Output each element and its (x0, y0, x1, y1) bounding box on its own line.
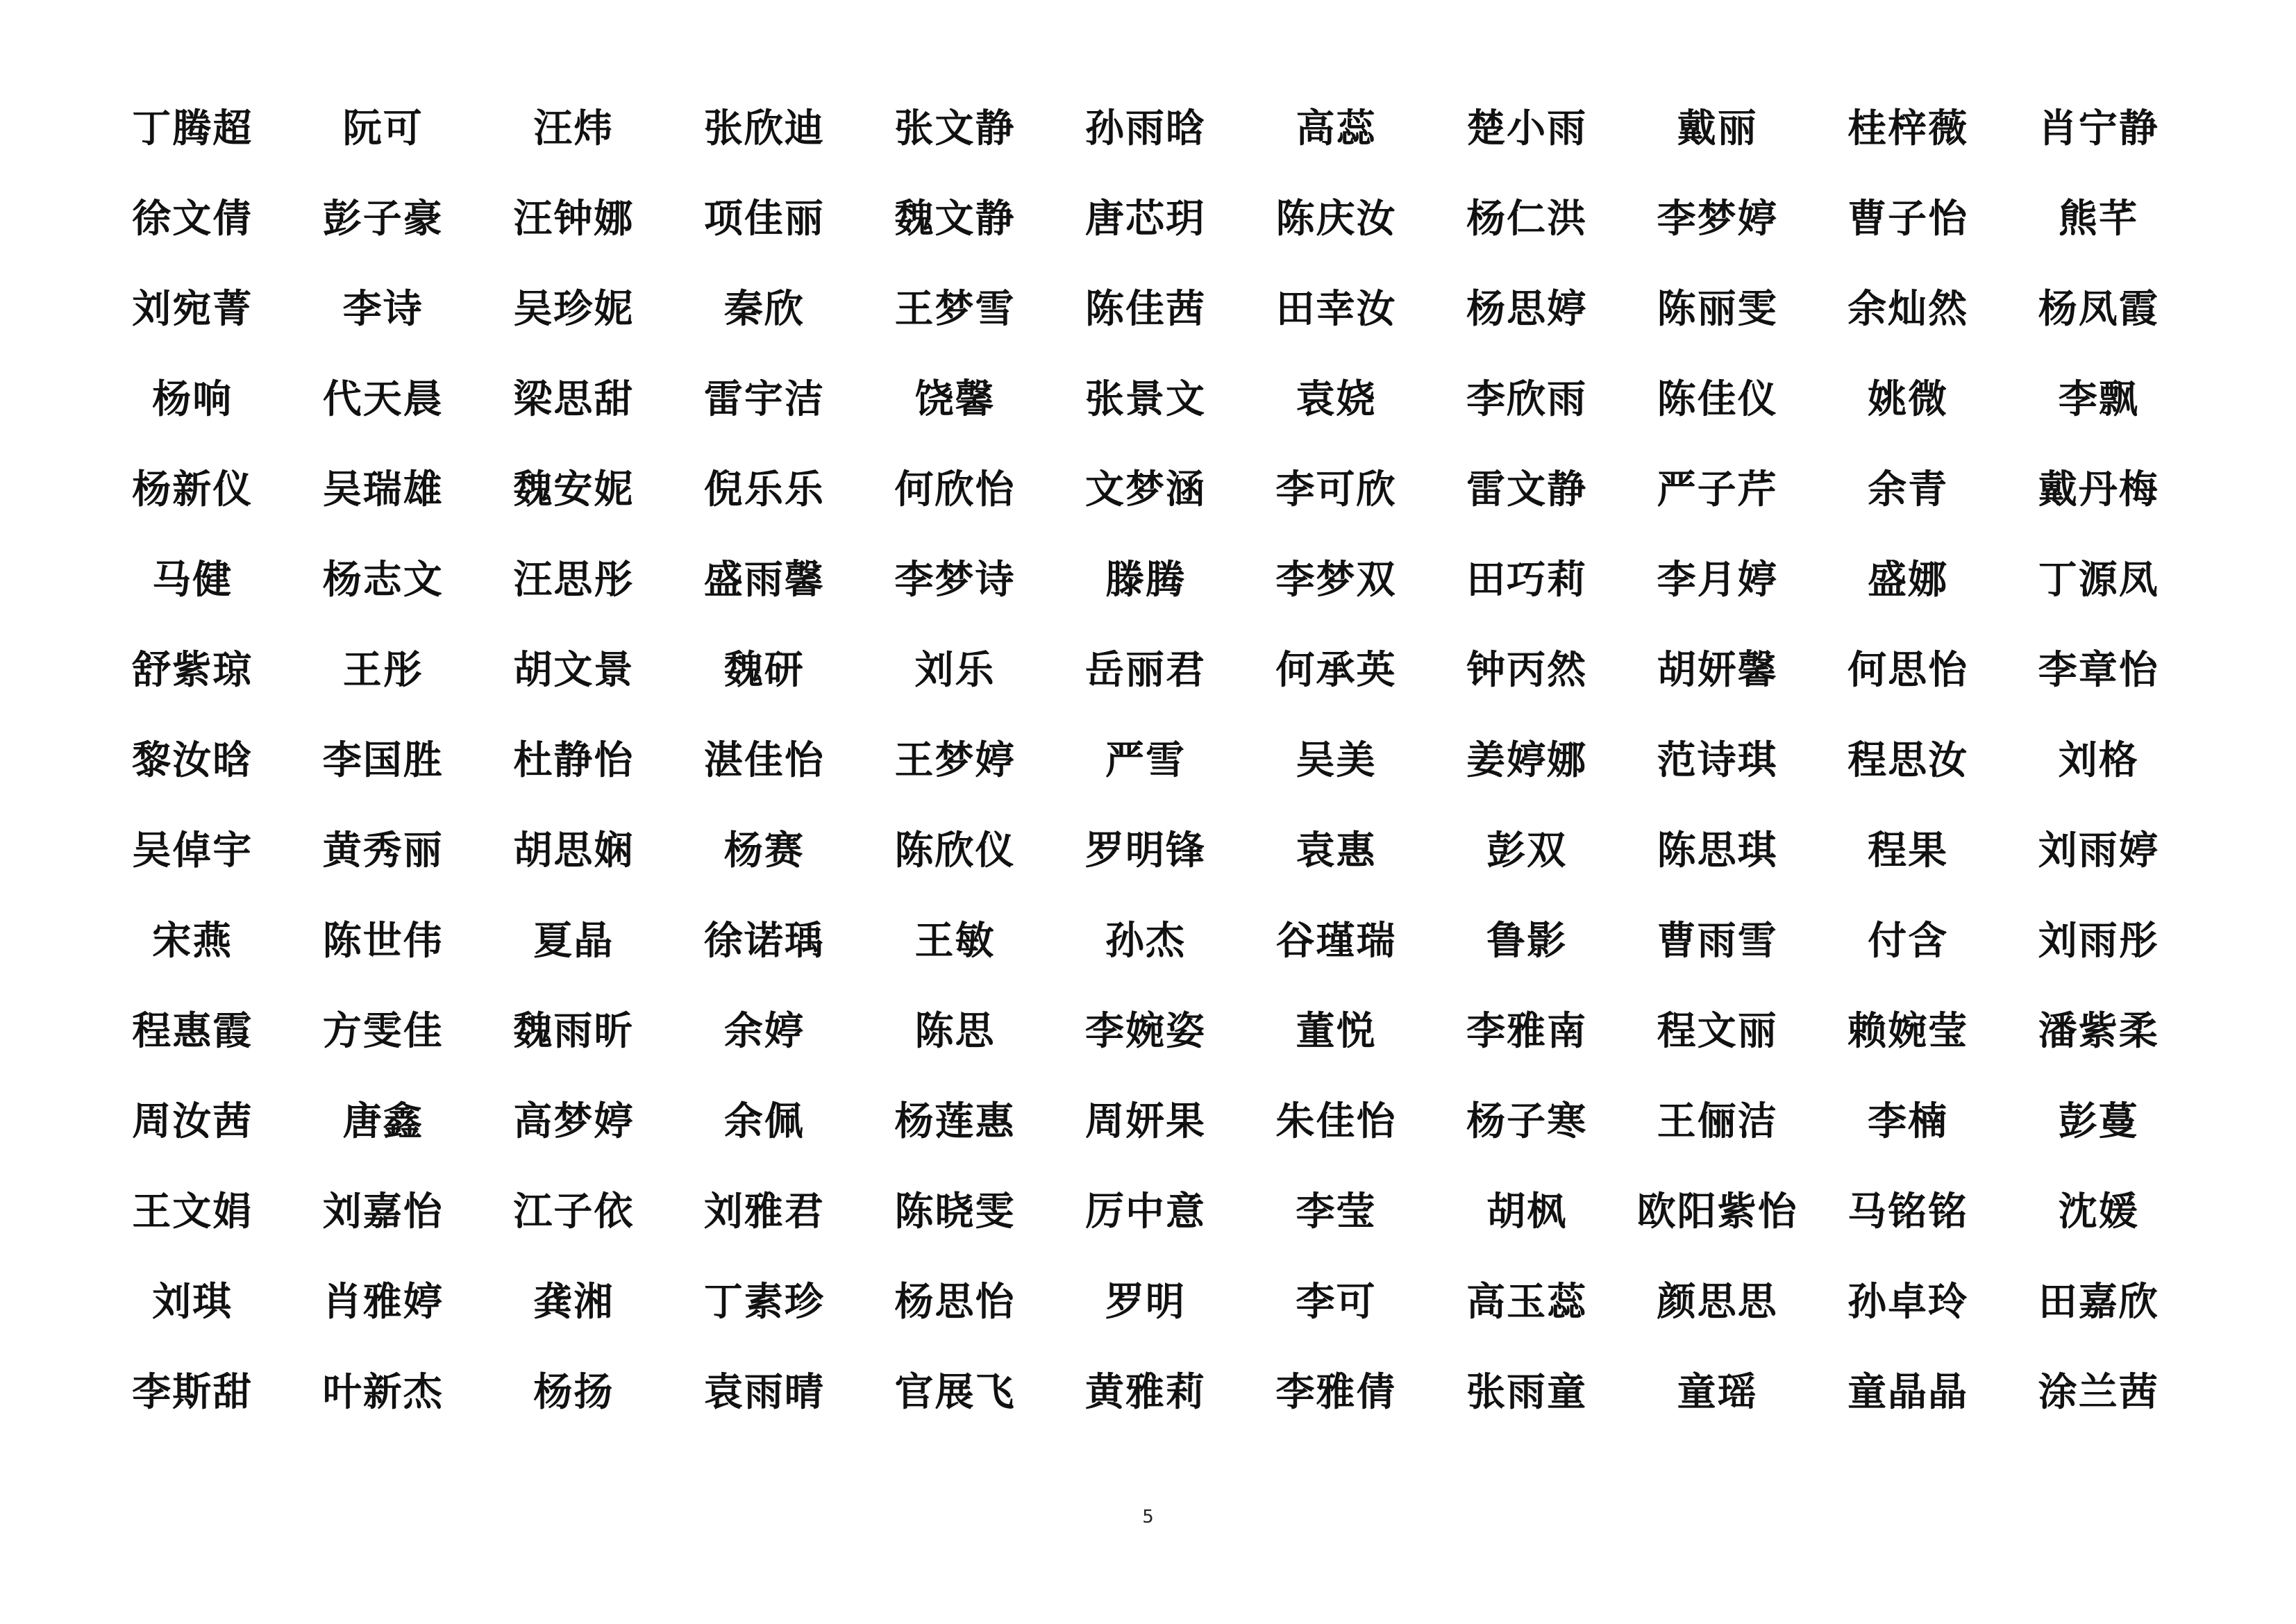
name-cell: 高梦婷 (513, 1098, 635, 1144)
name-cell: 文梦涵 (1084, 467, 1206, 512)
name-cell: 余青 (1868, 467, 1949, 512)
name-cell: 雷文静 (1466, 467, 1588, 512)
name-cell: 刘雨彤 (2038, 918, 2159, 964)
name-cell: 张文静 (894, 106, 1016, 151)
name-cell: 李楠 (1868, 1098, 1949, 1144)
name-cell: 李可 (1296, 1279, 1377, 1325)
name-cell: 赖婉莹 (1847, 1008, 1969, 1054)
name-cell: 杜静怡 (513, 737, 635, 783)
name-cell: 姜婷娜 (1466, 737, 1588, 783)
name-cell: 杨凤霞 (2038, 286, 2159, 332)
name-cell: 戴丽 (1677, 106, 1758, 151)
name-cell: 丁源凤 (2038, 557, 2159, 603)
name-cell: 盛娜 (1868, 557, 1949, 603)
name-cell: 程思汝 (1847, 737, 1969, 783)
name-cell: 李国胜 (322, 737, 444, 783)
name-cell: 陈世伟 (322, 918, 444, 964)
name-cell: 刘宛菁 (132, 286, 253, 332)
name-cell: 代天晨 (322, 376, 444, 422)
name-cell: 胡思娴 (513, 828, 635, 873)
name-cell: 王文娟 (132, 1189, 253, 1234)
name-cell: 吴美 (1296, 737, 1377, 783)
name-cell: 李章怡 (2038, 647, 2159, 693)
name-cell: 孙杰 (1105, 918, 1186, 964)
name-cell: 彭蔓 (2058, 1098, 2139, 1144)
name-cell: 江子依 (513, 1189, 635, 1234)
name-cell: 鲁影 (1486, 918, 1568, 964)
name-cell: 熊芊 (2058, 196, 2139, 242)
name-cell: 董悦 (1296, 1008, 1377, 1054)
name-cell: 汪思彤 (513, 557, 635, 603)
name-cell: 王梦婷 (894, 737, 1016, 783)
name-cell: 盛雨馨 (703, 557, 825, 603)
name-cell: 夏晶 (533, 918, 614, 964)
name-cell: 杨响 (152, 376, 233, 422)
name-cell: 周妍果 (1084, 1098, 1206, 1144)
name-cell: 陈思 (914, 1008, 996, 1054)
name-cell: 宋燕 (152, 918, 233, 964)
name-cell: 汪钟娜 (513, 196, 635, 242)
name-cell: 刘雅君 (703, 1189, 825, 1234)
name-cell: 袁雨晴 (703, 1369, 825, 1415)
name-cell: 陈庆汝 (1275, 196, 1397, 242)
name-cell: 李雅南 (1466, 1008, 1588, 1054)
name-cell: 付含 (1868, 918, 1949, 964)
name-cell: 余灿然 (1847, 286, 1969, 332)
name-cell: 杨赛 (723, 828, 805, 873)
name-cell: 何欣怡 (894, 467, 1016, 512)
name-cell: 涂兰茜 (2038, 1369, 2159, 1415)
name-cell: 马健 (152, 557, 233, 603)
name-cell: 罗明锋 (1084, 828, 1206, 873)
name-cell: 李梦双 (1275, 557, 1397, 603)
name-cell: 滕腾 (1105, 557, 1186, 603)
name-cell: 魏安妮 (513, 467, 635, 512)
name-cell: 黄雅莉 (1084, 1369, 1206, 1415)
name-cell: 刘乐 (914, 647, 996, 693)
name-cell: 胡文景 (513, 647, 635, 693)
name-cell: 袁娆 (1296, 376, 1377, 422)
name-cell: 戴丹梅 (2038, 467, 2159, 512)
name-cell: 田巧莉 (1466, 557, 1588, 603)
name-cell: 胡妍馨 (1657, 647, 1778, 693)
name-cell: 梁思甜 (513, 376, 635, 422)
name-cell: 杨思怡 (894, 1279, 1016, 1325)
name-cell: 王彤 (342, 647, 424, 693)
name-cell: 唐鑫 (342, 1098, 424, 1144)
name-cell: 黄秀丽 (322, 828, 444, 873)
name-cell: 刘嘉怡 (322, 1189, 444, 1234)
name-cell: 丁腾超 (132, 106, 253, 151)
name-cell: 方雯佳 (322, 1008, 444, 1054)
name-cell: 程文丽 (1657, 1008, 1778, 1054)
name-cell: 张雨童 (1466, 1369, 1588, 1415)
name-cell: 楚小雨 (1466, 106, 1588, 151)
name-cell: 何承英 (1275, 647, 1397, 693)
name-cell: 周汝茜 (132, 1098, 253, 1144)
name-cell: 李斯甜 (132, 1369, 253, 1415)
name-cell: 田幸汝 (1275, 286, 1397, 332)
name-cell: 李莹 (1296, 1189, 1377, 1234)
name-cell: 李可欣 (1275, 467, 1397, 512)
name-cell: 李婉姿 (1084, 1008, 1206, 1054)
name-cell: 彭子豪 (322, 196, 444, 242)
name-cell: 田嘉欣 (2038, 1279, 2159, 1325)
name-cell: 杨仁洪 (1466, 196, 1588, 242)
name-cell: 王梦雪 (894, 286, 1016, 332)
name-cell: 桂梓薇 (1847, 106, 1969, 151)
name-cell: 李飘 (2058, 376, 2139, 422)
name-cell: 湛佳怡 (703, 737, 825, 783)
name-cell: 沈媛 (2058, 1189, 2139, 1234)
name-cell: 范诗琪 (1657, 737, 1778, 783)
name-cell: 余婷 (723, 1008, 805, 1054)
name-cell: 陈晓雯 (894, 1189, 1016, 1234)
name-cell: 杨子寒 (1466, 1098, 1588, 1144)
name-cell: 叶新杰 (322, 1369, 444, 1415)
name-cell: 谷瑾瑞 (1275, 918, 1397, 964)
name-cell: 徐诺瑀 (703, 918, 825, 964)
name-cell: 余佩 (723, 1098, 805, 1144)
name-cell: 陈丽雯 (1657, 286, 1778, 332)
name-cell: 孙雨晗 (1084, 106, 1206, 151)
name-list-grid (97, 83, 2194, 1437)
name-cell: 李诗 (342, 286, 424, 332)
name-cell: 杨莲惠 (894, 1098, 1016, 1144)
name-cell: 钟丙然 (1466, 647, 1588, 693)
name-cell: 项佳丽 (703, 196, 825, 242)
name-cell: 严雪 (1105, 737, 1186, 783)
name-cell: 严子芹 (1657, 467, 1778, 512)
name-cell: 高蕊 (1296, 106, 1377, 151)
name-cell: 程惠霞 (132, 1008, 253, 1054)
name-cell: 潘紫柔 (2038, 1008, 2159, 1054)
name-cell: 张景文 (1084, 376, 1206, 422)
name-cell: 王敏 (914, 918, 996, 964)
name-cell: 彭双 (1486, 828, 1568, 873)
name-cell: 罗明 (1105, 1279, 1186, 1325)
name-cell: 刘琪 (152, 1279, 233, 1325)
name-cell: 胡枫 (1486, 1189, 1568, 1234)
name-cell: 李雅倩 (1275, 1369, 1397, 1415)
name-cell: 程果 (1868, 828, 1949, 873)
name-cell: 肖雅婷 (322, 1279, 444, 1325)
name-cell: 朱佳怡 (1275, 1098, 1397, 1144)
name-cell: 雷宇洁 (703, 376, 825, 422)
name-cell: 姚微 (1868, 376, 1949, 422)
page-number: 5 (1142, 1507, 1154, 1527)
name-cell: 唐芯玥 (1084, 196, 1206, 242)
name-cell: 陈思琪 (1657, 828, 1778, 873)
name-cell: 魏文静 (894, 196, 1016, 242)
name-cell: 倪乐乐 (703, 467, 825, 512)
name-cell: 吴倬宇 (132, 828, 253, 873)
name-cell: 袁惠 (1296, 828, 1377, 873)
name-cell: 官展飞 (894, 1369, 1016, 1415)
name-cell: 杨扬 (533, 1369, 614, 1415)
name-cell: 黎汝晗 (132, 737, 253, 783)
name-cell: 秦欣 (723, 286, 805, 332)
name-cell: 饶馨 (914, 376, 996, 422)
name-cell: 高玉蕊 (1466, 1279, 1588, 1325)
name-cell: 李梦诗 (894, 557, 1016, 603)
name-cell: 吴瑞雄 (322, 467, 444, 512)
name-cell: 丁素珍 (703, 1279, 825, 1325)
name-cell: 刘雨婷 (2038, 828, 2159, 873)
name-cell: 杨思婷 (1466, 286, 1588, 332)
name-cell: 陈佳茜 (1084, 286, 1206, 332)
name-cell: 厉中意 (1084, 1189, 1206, 1234)
name-cell: 孙卓玲 (1847, 1279, 1969, 1325)
name-cell: 杨新仪 (132, 467, 253, 512)
name-cell: 魏研 (723, 647, 805, 693)
name-cell: 陈欣仪 (894, 828, 1016, 873)
name-cell: 汪炜 (533, 106, 614, 151)
name-cell: 阮可 (342, 106, 424, 151)
name-cell: 舒紫琼 (132, 647, 253, 693)
name-cell: 王俪洁 (1657, 1098, 1778, 1144)
name-cell: 陈佳仪 (1657, 376, 1778, 422)
name-cell: 曹子怡 (1847, 196, 1969, 242)
name-cell: 李欣雨 (1466, 376, 1588, 422)
name-cell: 欧阳紫怡 (1636, 1189, 1798, 1234)
name-cell: 龚湘 (533, 1279, 614, 1325)
name-cell: 马铭铭 (1847, 1189, 1969, 1234)
name-cell: 肖宁静 (2038, 106, 2159, 151)
name-cell: 何思怡 (1847, 647, 1969, 693)
name-cell: 杨志文 (322, 557, 444, 603)
name-cell: 刘格 (2058, 737, 2139, 783)
name-cell: 徐文倩 (132, 196, 253, 242)
name-cell: 童晶晶 (1847, 1369, 1969, 1415)
name-cell: 颜思思 (1657, 1279, 1778, 1325)
name-cell: 李梦婷 (1657, 196, 1778, 242)
name-cell: 岳丽君 (1084, 647, 1206, 693)
name-cell: 曹雨雪 (1657, 918, 1778, 964)
name-cell: 李月婷 (1657, 557, 1778, 603)
name-cell: 童瑶 (1677, 1369, 1758, 1415)
name-cell: 魏雨昕 (513, 1008, 635, 1054)
name-cell: 吴珍妮 (513, 286, 635, 332)
name-cell: 张欣迪 (703, 106, 825, 151)
